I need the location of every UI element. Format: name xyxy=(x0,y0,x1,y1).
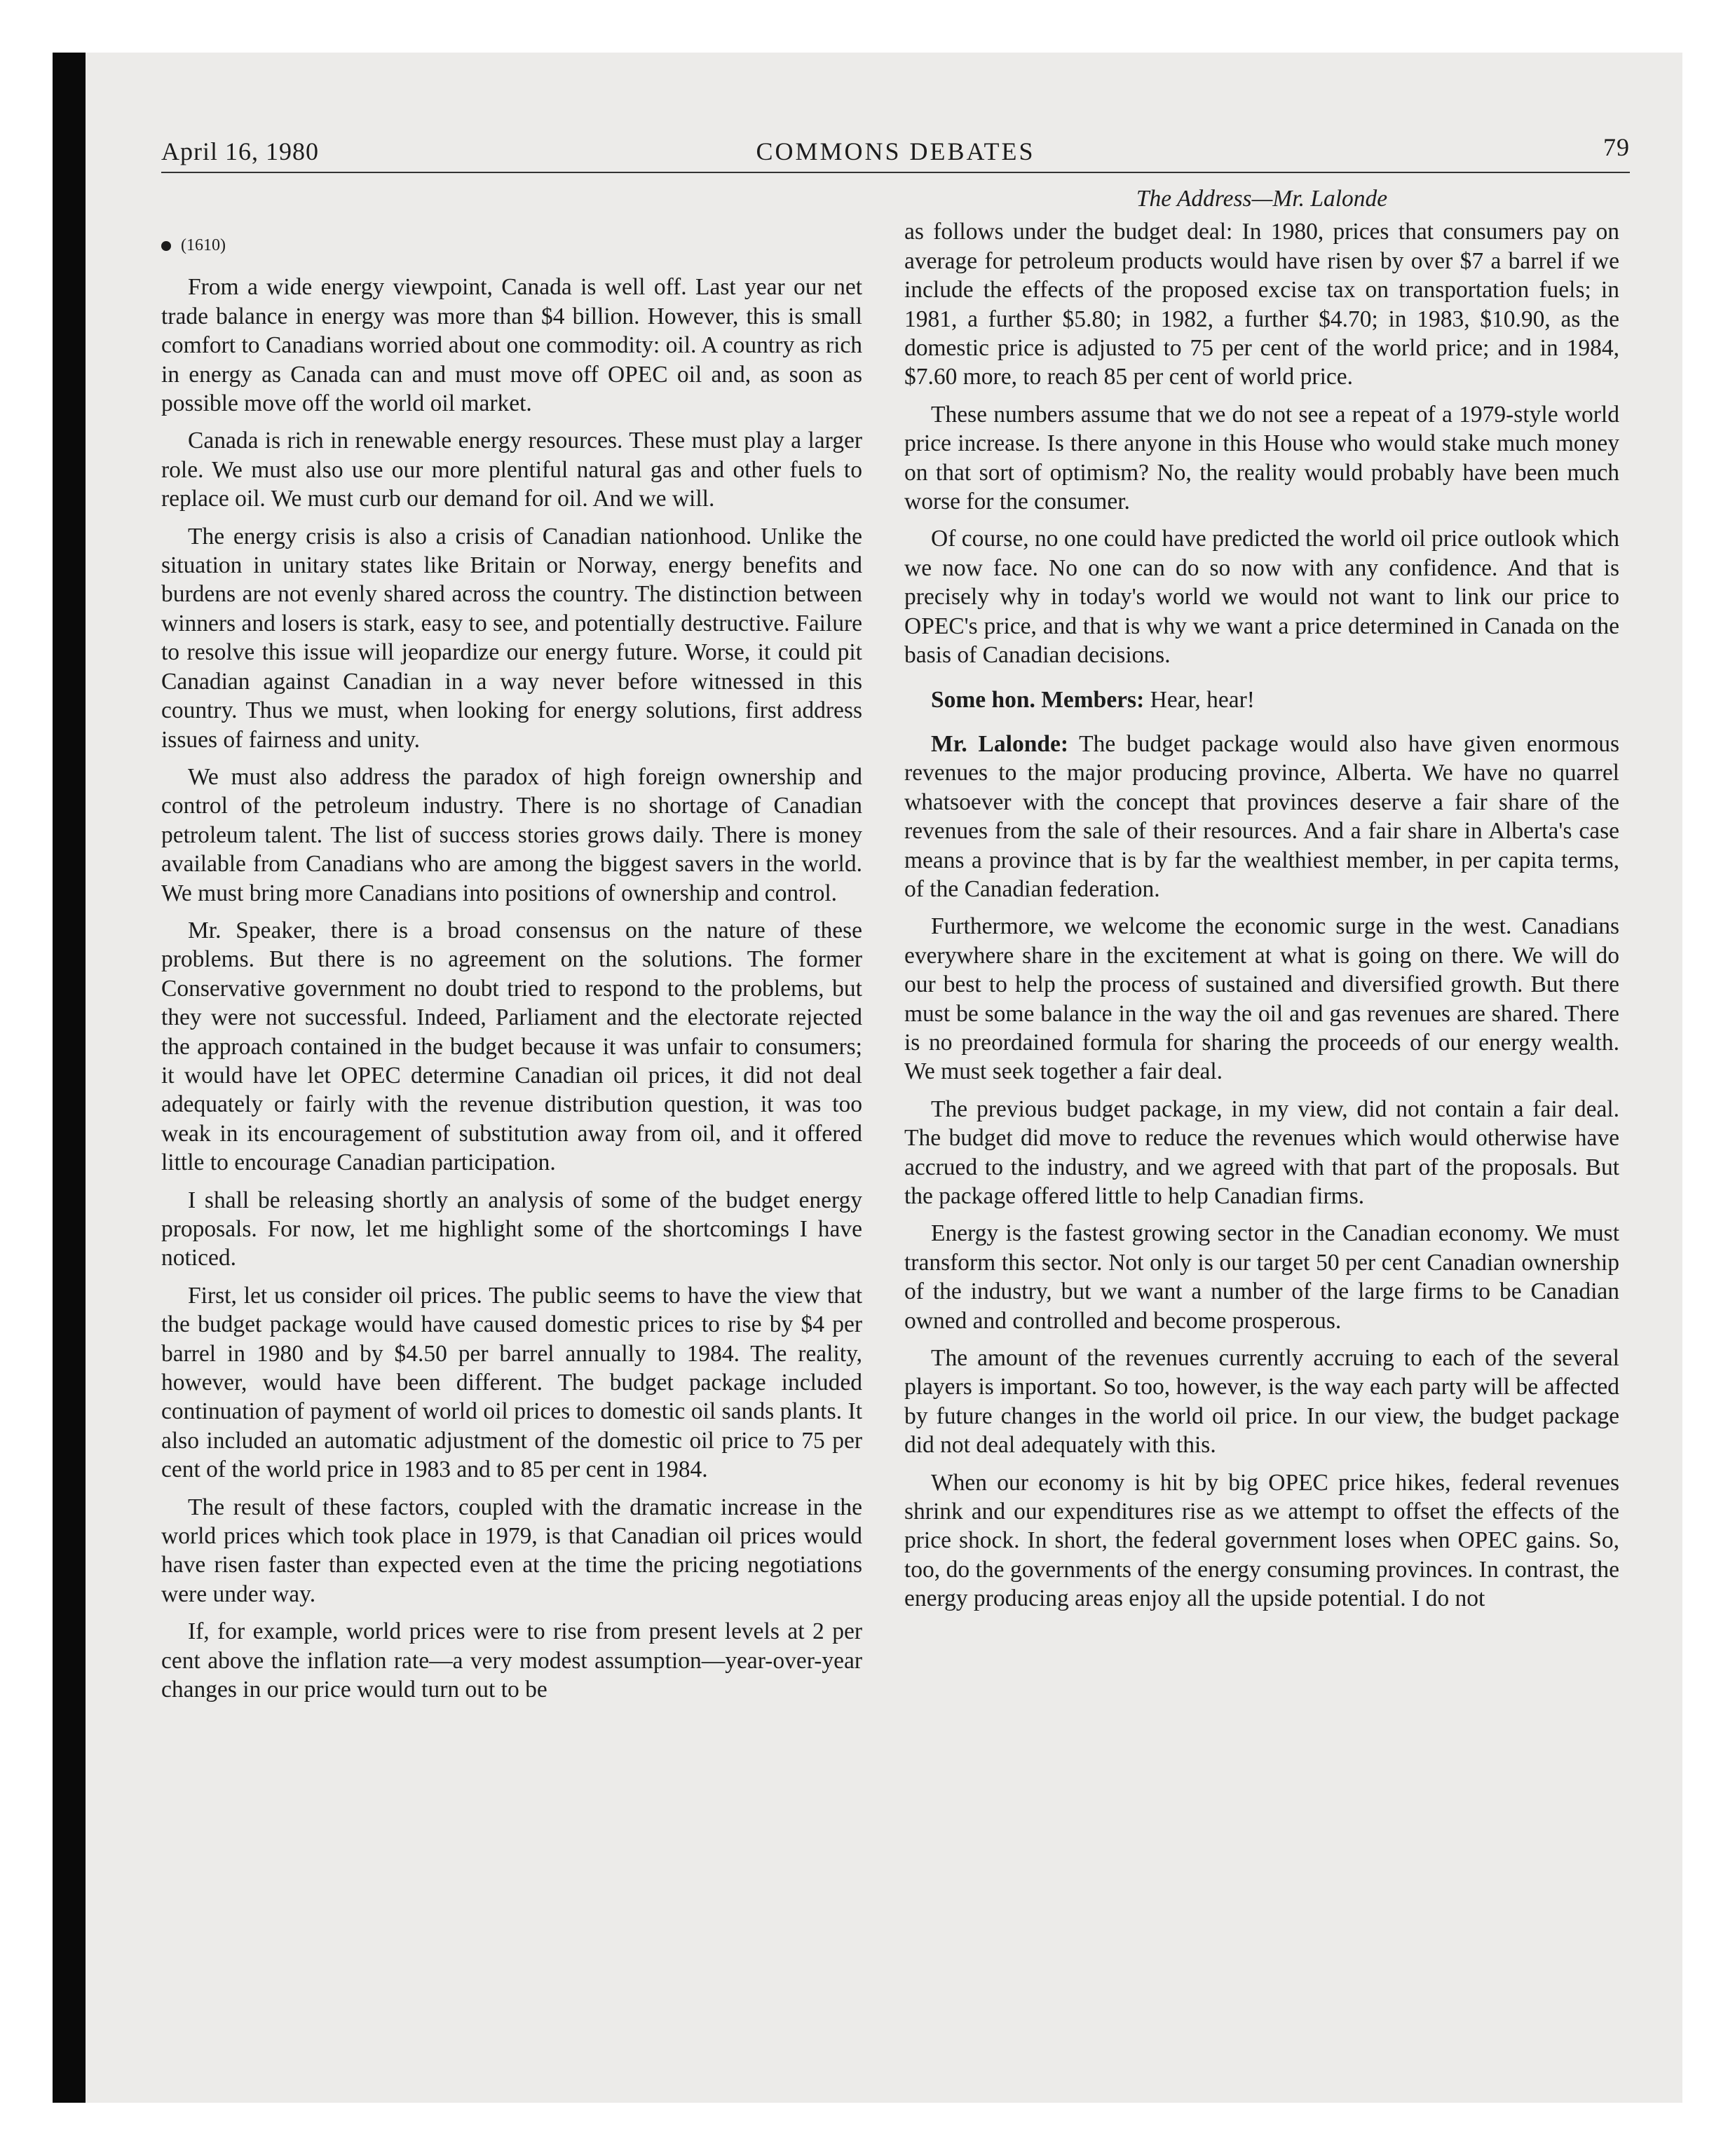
header-date: April 16, 1980 xyxy=(161,137,319,165)
time-marker-text: (1610) xyxy=(181,236,226,254)
page-header xyxy=(161,130,1630,172)
interjection-text: Hear, hear! xyxy=(1150,686,1255,713)
paragraph: Of course, no one could have predicted the world oil price outlook which we now face. No one can do so now with any confidence. And that is precisely why in today's world we would not want to link our price to OPEC's price, and that is why we want a price determined in Canada on the basis of Canadian decisions. xyxy=(904,526,1619,669)
running-head: The Address—Mr. Lalonde xyxy=(1136,186,1388,212)
document-page xyxy=(161,130,1630,2022)
scan-edge-bar xyxy=(53,53,86,2103)
page-number: 79 xyxy=(1603,133,1630,161)
paragraph: Mr. Speaker, there is a broad consensus on the nature of these problems. But there is no agreement on the solutions. The former Conservative government no doubt tried to respond to the problems, but they were not successful. Indeed, Parliament and the electorate rejected the approach contained in the budget because it was unfair to consumers; it would have let OPEC determine Canadian oil prices, it did not deal adequately or fairly with the revenue distribution question, it was too weak in its encouragement of substitution away from oil, and it offered little to encourage Canadian participation. xyxy=(161,917,862,1176)
header-title: COMMONS DEBATES xyxy=(756,137,1035,165)
paragraph: Energy is the fastest growing sector in the Canadian economy. We must transform this sector. Not only is our target 50 per cent Canadian ownership of the industry, but we want a number of the large firms to be Canadian owned and controlled and become prosperous. xyxy=(904,1220,1619,1334)
paragraph: We must also address the paradox of high foreign ownership and control of the petroleum industry. There is no shortage of Canadian petroleum talent. The list of success stories grows daily. There is money available from Canadians who are among the biggest savers in the world. We must bring more Canadians into positions of ownership and control. xyxy=(161,763,862,906)
interjection-speaker: Some hon. Members: xyxy=(931,686,1145,713)
paragraph: These numbers assume that we do not see a repeat of a 1979-style world price increase. Is there anyone in this House who would stake much money on that sort of optimism? No, the reality would probably have been much worse for the consumer. xyxy=(904,401,1619,515)
paragraph: If, for example, world prices were to rise from present levels at 2 per cent above the inflation rate—a very modest assumption—year-over-year changes in our price would turn out to be xyxy=(161,1618,862,1703)
paragraph: From a wide energy viewpoint, Canada is well off. Last year our net trade balance in energy was more than $4 billion. However, this is small comfort to Canadians worried about one commodity: oil. A country as rich in energy as Canada can and must move off OPEC oil and, as soon as possible move off the world oil market. xyxy=(161,274,862,417)
paragraph: The energy crisis is also a crisis of Canadian nationhood. Unlike the situation in unitary states like Britain or Norway, energy benefits and burdens are not evenly shared across the country. The distinction between winners and losers is stark, easy to see, and potentially destructive. Failure to resolve this issue will jeopardize our energy future. Worse, it could pit Canadian against Canadian in a way never before witnessed in this country. Thus we must, when looking for energy solutions, first address issues of fairness and unity. xyxy=(161,523,862,753)
speech-paragraph xyxy=(904,730,1619,903)
header-rule xyxy=(161,172,1630,173)
paragraph: The amount of the revenues currently accruing to each of the several players is important. So too, however, is the way each party will be affected by future changes in the world oil price. In our view, the budget package did not deal adequately with this. xyxy=(904,1345,1619,1459)
speech-text: The budget package would also have given enormous revenues to the major producing province, Alberta. We have no quarrel whatsoever with the concept that provinces deserve a fair share of the revenues from the sale of their resources. And a fair share in Alberta's case means a province that is by far the wealthiest member, in per capita terms, of the Canadian federation. xyxy=(904,730,1619,902)
paragraph: The result of these factors, coupled with the dramatic increase in the world prices which took place in 1979, is that Canadian oil prices would have risen faster than expected even at the time the pricing negotiations were under way. xyxy=(161,1494,862,1607)
left-column xyxy=(161,231,862,1713)
paragraph: First, let us consider oil prices. The public seems to have the view that the budget package would have caused domestic prices to rise by $4 per barrel in 1980 and by $4.50 per barrel annually to 1984. The reality, however, would have been different. The budget package included continuation of payment of world oil prices to domestic oil sands plants. It also included an automatic adjustment of the domestic oil price to 75 per cent of the world price in 1983 and to 85 per cent in 1984. xyxy=(161,1282,862,1483)
paragraph-continuation: as follows under the budget deal: In 1980, prices that consumers pay on average for petroleum products would have risen by over $7 a barrel if we include the effects of the proposed excise tax on transportation fuels; in 1981, a further $5.80; in 1982, a further $4.70; in 1983, $10.90, as the domestic price is adjusted to 75 per cent of the world price; and in 1984, $7.60 more, to reach 85 per cent of world price. xyxy=(904,219,1619,390)
speaker-name: Mr. Lalonde: xyxy=(931,730,1068,757)
bullet-icon xyxy=(161,241,171,251)
paragraph: Furthermore, we welcome the economic surge in the west. Canadians everywhere share in the excitement at what is going on there. We will do our best to help the process of sustained and diversified growth. But there must be some balance in the way the oil and gas revenues are shared. There is no preordained formula for sharing the proceeds of our energy wealth. We must seek together a fair deal. xyxy=(904,913,1619,1085)
interjection xyxy=(904,685,1619,714)
right-column xyxy=(904,184,1619,1622)
time-marker xyxy=(161,231,862,260)
paragraph: I shall be releasing shortly an analysis of some of the budget energy proposals. For now, let me highlight some of the shortcomings I have noticed. xyxy=(161,1187,862,1271)
paragraph: Canada is rich in renewable energy resources. These must play a larger role. We must also use our more plentiful natural gas and other fuels to replace oil. We must curb our demand for oil. And we will. xyxy=(161,428,862,512)
paragraph: When our economy is hit by big OPEC price hikes, federal revenues shrink and our expenditures rise as we attempt to offset the effects of the price shock. In short, the federal government loses when OPEC gains. So, too, do the governments of the energy consuming provinces. In contrast, the energy producing areas enjoy all the upside potential. I do not xyxy=(904,1469,1619,1612)
paragraph: The previous budget package, in my view, did not contain a fair deal. The budget did move to reduce the revenues which would otherwise have accrued to the industry, and we agreed with that part of the proposals. But the package offered little to help Canadian firms. xyxy=(904,1096,1619,1209)
